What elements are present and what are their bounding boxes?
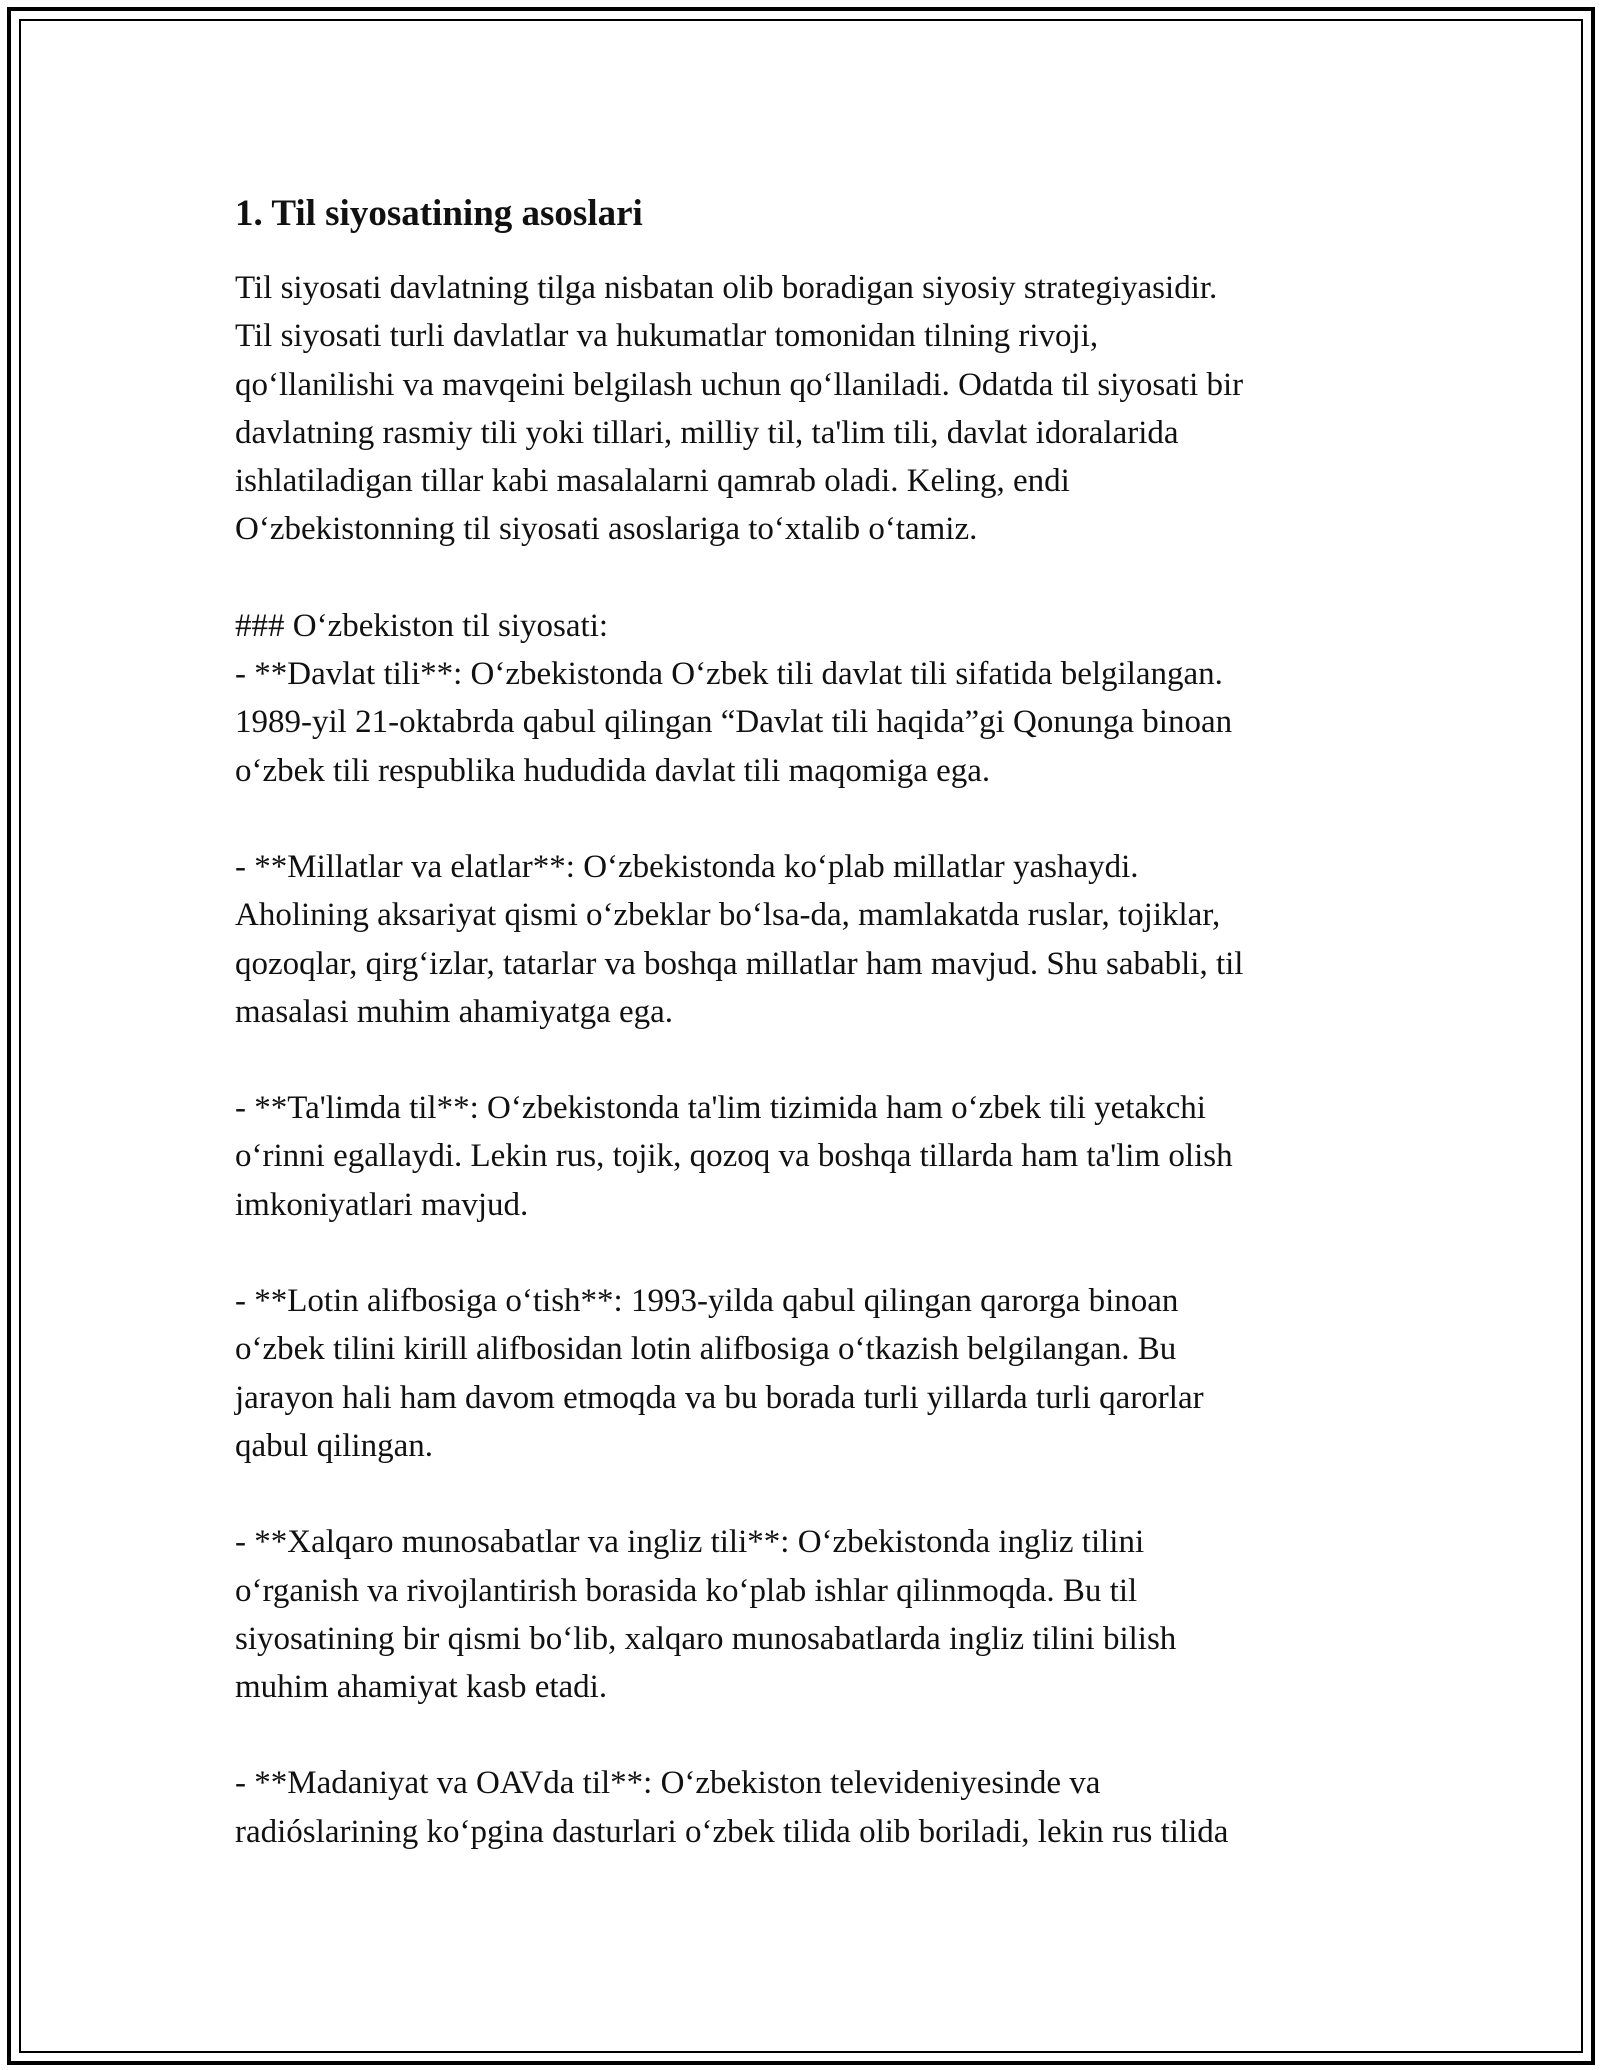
text-line: o‘rinni egallaydi. Lekin rus, tojik, qozoq va boshqa tillarda ham ta'lim olish [235,1138,1233,1175]
text-line: ### O‘zbekiston til siyosati: [235,607,609,644]
text-line: Til siyosati davlatning tilga nisbatan olib boradigan siyosiy strategiyasidir. [235,270,1218,306]
text-line: imkoniyatlari mavjud. [235,1186,529,1223]
intro-paragraph [235,264,1375,554]
text-line: - **Davlat tili**: O‘zbekistonda O‘zbek tili davlat tili sifatida belgilangan. [235,656,1223,693]
text-line: siyosatining bir qismi bo‘lib, xalqaro munosabatlarda ingliz tilini bilish [235,1620,1177,1657]
section-heading: 1. Til siyosatining asoslari [235,193,643,234]
text-line: masalasi muhim ahamiyatga ega. [235,993,674,1030]
state-language-paragraph [235,602,1375,795]
text-line: jarayon hali ham davom etmoqda va bu borada turli yillarda turli qarorlar [235,1379,1204,1416]
text-line: 1989-yil 21-oktabrda qabul qilingan “Davlat tili haqida”gi Qonunga binoan [235,704,1233,741]
text-line: - **Xalqaro munosabatlar va ingliz tili**: O‘zbekistonda ingliz tilini [235,1524,1145,1561]
media-language-paragraph [235,1759,1375,1856]
text-line: Aholining aksariyat qismi o‘zbeklar bo‘lsa-da, mamlakatda ruslar, tojiklar, [235,897,1221,934]
text-line: - **Madaniyat va OAVda til**: O‘zbekiston televideniyesinde va [235,1765,1101,1802]
text-line: - **Lotin alifbosiga o‘tish**: 1993-yilda qabul qilingan qarorga binoan [235,1283,1179,1320]
english-language-paragraph [235,1518,1375,1711]
text-line: qo‘llanilishi va mavqeini belgilash uchun qo‘llaniladi. Odatda til siyosati bir [235,366,1244,403]
text-line: - **Ta'limda til**: O‘zbekistonda ta'lim tizimida ham o‘zbek tili yetakchi [235,1090,1206,1127]
nationalities-paragraph [235,843,1375,1036]
text-line: o‘zbek tilini kirill alifbosidan lotin alifbosiga o‘tkazish belgilangan. Bu [235,1331,1177,1368]
text-line: ishlatiladigan tillar kabi masalalarni qamrab oladi. Keling, endi [235,463,1070,500]
education-language-paragraph [235,1084,1375,1229]
text-line: Til siyosati turli davlatlar va hukumatlar tomonidan tilning rivoji, [235,318,1099,355]
text-line: O‘zbekistonning til siyosati asoslariga to‘xtalib o‘tamiz. [235,511,978,548]
text-line: o‘zbek tili respublika hududida davlat tili maqomiga ega. [235,752,991,789]
text-line: muhim ahamiyat kasb etadi. [235,1669,608,1706]
text-line: qozoqlar, qirg‘izlar, tatarlar va boshqa millatlar ham mavjud. Shu sababli, til [235,945,1244,982]
text-line: - **Millatlar va elatlar**: O‘zbekistonda ko‘plab millatlar yashaydi. [235,848,1139,885]
text-line: davlatning rasmiy tili yoki tillari, milliy til, ta'lim tili, davlat idoralarida [235,414,1179,451]
text-line: radióslarining ko‘pgina dasturlari o‘zbek tilida olib boriladi, lekin rus tilida [235,1813,1229,1850]
document-body [235,190,1375,1904]
text-line: qabul qilingan. [235,1427,433,1464]
latin-alphabet-paragraph [235,1277,1375,1470]
text-line: o‘rganish va rivojlantirish borasida ko‘plab ishlar qilinmoqda. Bu til [235,1572,1138,1609]
